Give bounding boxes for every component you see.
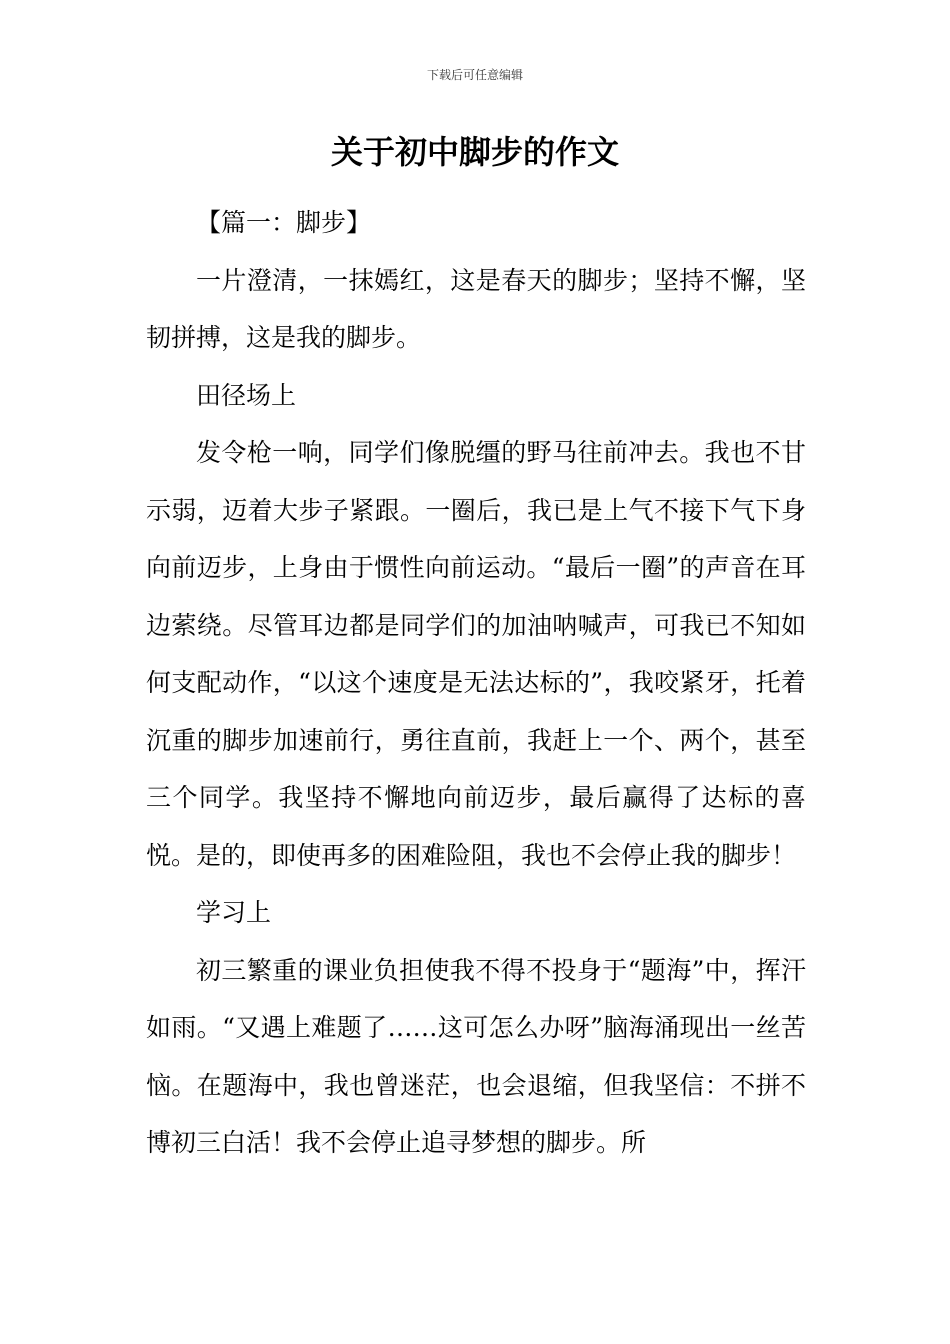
page-header-note: 下载后可任意编辑	[426, 68, 523, 82]
body-paragraph: 一片澄清，一抹嫣红，这是春天的脚步；坚持不懈，坚韧拼搏，这是我的脚步。	[146, 265, 806, 352]
document-body	[146, 194, 806, 1172]
section-heading: 【篇一：脚步】	[196, 208, 372, 237]
subsection-heading: 田径场上	[196, 380, 297, 410]
subsection-heading: 学习上	[196, 898, 272, 927]
body-paragraph: 发令枪一响，同学们像脱缰的野马往前冲去。我也不甘示弱，迈着大步子紧跟。一圈后，我已是上气不接下气下身向前迈步，上身由于惯性向前运动。“最后一圈”的声音在耳边萦绕。尽管耳边都是同学们的加油呐喊声，可我已不知如何支配动作，“以这个速度是无法达标的”，我咬紧牙，托着沉重的脚步加速前行，勇往直前，我赶上一个、两个，甚至三个同学。我坚持不懈地向前迈步，最后赢得了达标的喜悦。是的，即使再多的困难险阻，我也不会停止我的脚步！	[146, 438, 806, 870]
document-title: 关于初中脚步的作文	[330, 133, 619, 171]
body-paragraph: 初三繁重的课业负担使我不得不投身于“题海”中，挥汗如雨。“又遇上难题了……这可怎么办呀”脑海涌现出一丝苦恼。在题海中，我也曾迷茫，也会退缩，但我坚信：不拼不博初三白活！我不会停止追寻梦想的脚步。所	[146, 955, 806, 1157]
